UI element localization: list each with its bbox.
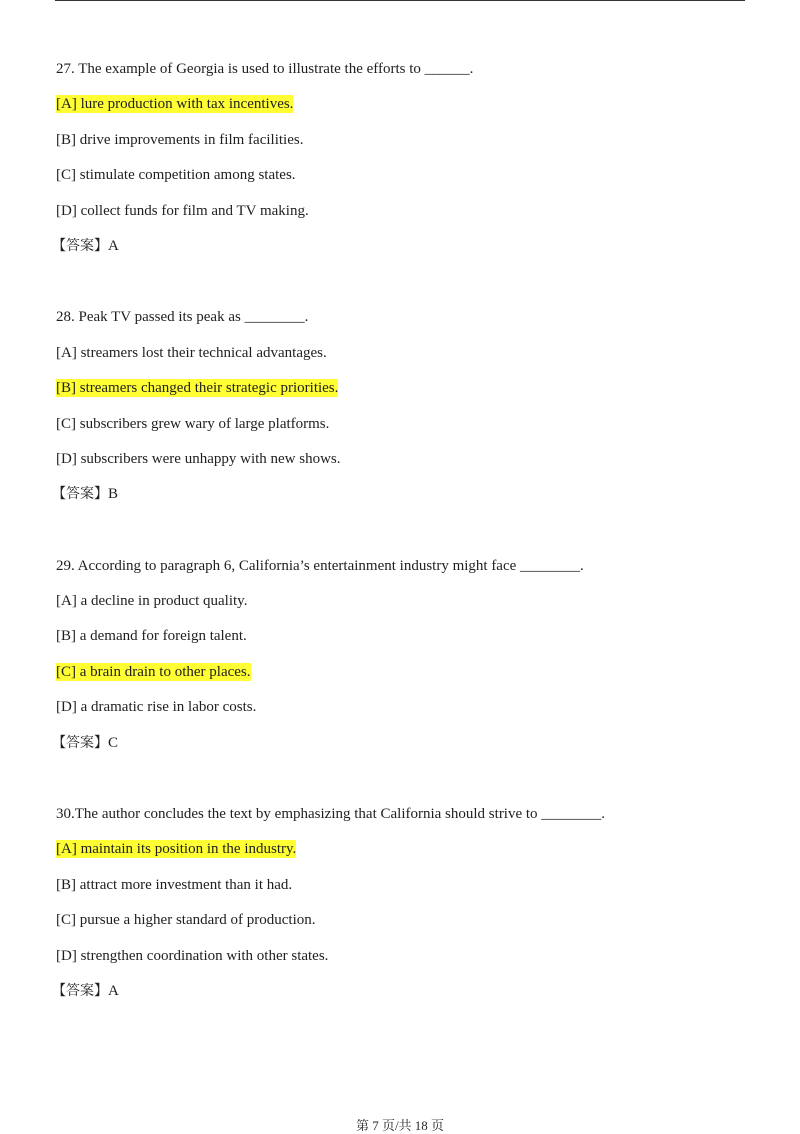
option-text: [C] stimulate competition among states. (56, 167, 296, 184)
option-a[interactable] (56, 87, 756, 122)
option-a[interactable] (56, 584, 756, 619)
question-27 (52, 52, 756, 264)
top-rule (55, 0, 745, 1)
answer-line (52, 974, 756, 1009)
answer-label: 【答案】 (52, 486, 108, 503)
option-b[interactable] (56, 123, 756, 158)
option-text: [A] lure production with tax incentives. (56, 96, 294, 113)
question-30 (52, 797, 756, 1009)
answer-line (52, 726, 756, 761)
option-a[interactable] (56, 336, 756, 371)
question-stem: 27. The example of Georgia is used to illustrate the efforts to ______. (56, 61, 474, 77)
question-stem: 28. Peak TV passed its peak as ________. (56, 309, 309, 326)
option-text: [D] subscribers were unhappy with new shows. (56, 450, 341, 467)
answer-label: 【答案】 (52, 982, 108, 999)
option-c[interactable] (56, 407, 756, 442)
option-text: [B] attract more investment than it had. (56, 876, 293, 893)
question-28 (52, 300, 756, 512)
answer-value: C (108, 734, 119, 751)
page-number-footer: 第 7 页/共 18 页 (355, 1118, 445, 1133)
option-a[interactable] (56, 832, 756, 867)
option-d[interactable] (56, 939, 756, 974)
answer-line (52, 477, 756, 512)
option-b[interactable] (56, 868, 756, 903)
option-text: [A] maintain its position in the industry. (56, 841, 297, 858)
question-list (52, 52, 756, 1045)
option-d[interactable] (56, 690, 756, 725)
answer-value: B (108, 486, 119, 503)
question-29 (52, 549, 756, 761)
option-c[interactable] (56, 903, 756, 938)
option-b[interactable] (56, 619, 756, 654)
option-b[interactable] (56, 371, 756, 406)
answer-value: A (108, 237, 119, 254)
option-text: [A] a decline in product quality. (56, 593, 248, 610)
answer-line (52, 229, 756, 264)
answer-label: 【答案】 (52, 237, 108, 254)
option-text: [C] a brain drain to other places. (56, 663, 251, 680)
option-text: [B] streamers changed their strategic priorities. (56, 380, 339, 397)
option-text: [B] drive improvements in film facilities. (56, 131, 304, 148)
option-text: [C] pursue a higher standard of production. (56, 912, 316, 929)
option-text: [A] streamers lost their technical advantages. (56, 344, 327, 361)
answer-label: 【答案】 (52, 734, 108, 751)
option-c[interactable] (56, 655, 756, 690)
option-d[interactable] (56, 194, 756, 229)
answer-value: A (108, 982, 119, 999)
option-text: [B] a demand for foreign talent. (56, 628, 247, 645)
question-stem: 30.The author concludes the text by emphasizing that California should strive to ________. (56, 806, 606, 823)
option-text: [D] a dramatic rise in labor costs. (56, 699, 257, 716)
option-text: [D] collect funds for film and TV making. (56, 202, 309, 219)
option-c[interactable] (56, 158, 756, 193)
question-stem: 29. According to paragraph 6, California’s entertainment industry might face ________. (56, 557, 584, 574)
option-text: [D] strengthen coordination with other states. (56, 947, 329, 964)
option-text: [C] subscribers grew wary of large platforms. (56, 415, 330, 432)
option-d[interactable] (56, 442, 756, 477)
